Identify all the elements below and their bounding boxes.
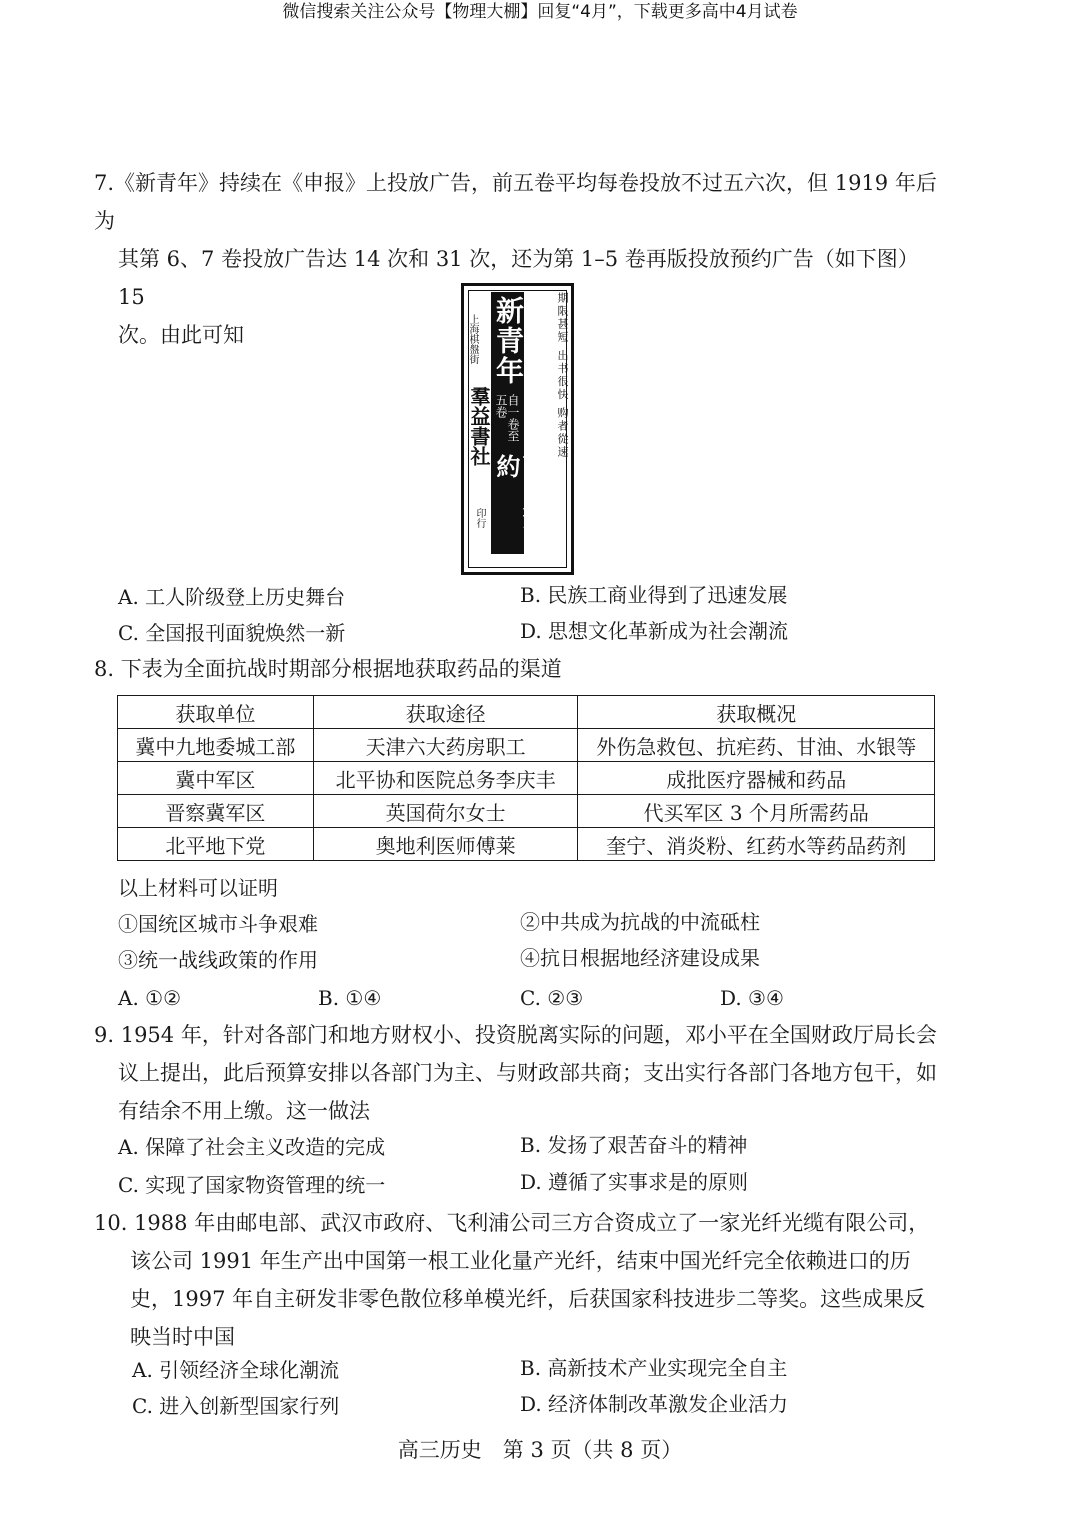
table-header-row bbox=[118, 696, 935, 729]
q7-line-1: 7.《新青年》持续在《申报》上投放广告，前五卷平均每卷投放不过五六次，但 1919 年后为 bbox=[94, 171, 937, 233]
table-row bbox=[118, 795, 935, 828]
q9-option-d[interactable]: D. 遵循了实事求是的原则 bbox=[520, 1170, 749, 1194]
q9-option-b[interactable]: B. 发扬了艰苦奋斗的精神 bbox=[520, 1133, 748, 1157]
q10-option-a[interactable]: A. 引领经济全球化潮流 bbox=[132, 1358, 340, 1382]
table-cell: 天津六大药房职工 bbox=[313, 729, 578, 762]
table-cell: 代买军区 3 个月所需药品 bbox=[578, 795, 935, 828]
q8-option-b[interactable]: B. ①④ bbox=[318, 986, 382, 1010]
q9-line-3: 有结余不用上缴。这一做法 bbox=[118, 1099, 370, 1123]
q9-line-2: 议上提出，此后预算安排以各部门为主、与财政部共商；支出实行各部门各地方包干，如 bbox=[118, 1061, 937, 1085]
newspaper-advertisement bbox=[461, 283, 574, 575]
q7-option-d[interactable]: D. 思想文化革新成为社会潮流 bbox=[520, 619, 789, 643]
question-10 bbox=[94, 1204, 954, 1356]
question-9 bbox=[94, 1016, 944, 1130]
ad-slogan: 期限甚短 出书很快 购者從速 bbox=[556, 292, 569, 459]
q7-option-c[interactable]: C. 全国报刊面貌焕然一新 bbox=[118, 621, 346, 645]
q10-option-d[interactable]: D. 经济体制改革激发企业活力 bbox=[520, 1392, 789, 1416]
q7-line-3: 次。由此可知 bbox=[118, 323, 244, 347]
table-cell: 冀中军区 bbox=[118, 762, 314, 795]
q7-option-a[interactable]: A. 工人阶级登上历史舞台 bbox=[118, 585, 346, 609]
q8-option-d[interactable]: D. ③④ bbox=[720, 986, 784, 1010]
table-cell: 北平协和医院总务李庆丰 bbox=[313, 762, 578, 795]
q10-line-2: 该公司 1991 年生产出中国第一根工业化量产光纤，结束中国光纤完全依赖进口的历 bbox=[130, 1249, 911, 1273]
ad-title: 新青年 bbox=[492, 296, 525, 386]
ad-reserve: 可以预約 bbox=[492, 454, 547, 532]
table-row bbox=[118, 762, 935, 795]
medicine-table bbox=[117, 695, 935, 861]
q8-option-a[interactable]: A. ①② bbox=[118, 986, 182, 1010]
table-cell: 冀中九地委城工部 bbox=[118, 729, 314, 762]
q10-option-b[interactable]: B. 高新技术产业实现完全自主 bbox=[520, 1356, 788, 1380]
q8-item-4: ④抗日根据地经济建设成果 bbox=[520, 946, 760, 970]
ad-title-block bbox=[491, 292, 547, 554]
page-footer: 高三历史 第 3 页（共 8 页） bbox=[397, 1438, 683, 1462]
q7-line-2: 其第 6、7 卷投放广告达 14 次和 31 次，还为第 1–5 卷再版投放预约广告（如下图）15 bbox=[118, 247, 919, 309]
ad-print: 印行 bbox=[474, 508, 485, 528]
table-header: 获取概况 bbox=[578, 696, 935, 729]
q10-line-3: 史，1997 年自主研发非零色散位移单模光纤，后获国家科技进步二等奖。这些成果反 bbox=[130, 1287, 926, 1311]
q8-item-1: ①国统区城市斗争艰难 bbox=[118, 912, 318, 936]
table-header: 获取单位 bbox=[118, 696, 314, 729]
q8-item-2: ②中共成为抗战的中流砥柱 bbox=[520, 910, 760, 934]
ad-publisher: 羣益書社 bbox=[467, 386, 491, 466]
q10-line-4: 映当时中国 bbox=[130, 1325, 235, 1349]
top-banner: 微信搜索关注公众号【物理大棚】回复“4月”，下载更多高中4月试卷 bbox=[282, 2, 798, 22]
table-cell: 成批医疗器械和药品 bbox=[578, 762, 935, 795]
q10-option-c[interactable]: C. 进入创新型国家行列 bbox=[132, 1394, 340, 1418]
table-cell: 奎宁、消炎粉、红药水等药品药剂 bbox=[578, 828, 935, 861]
table-cell: 英国荷尔女士 bbox=[313, 795, 578, 828]
table-cell: 晋察冀军区 bbox=[118, 795, 314, 828]
table-row bbox=[118, 729, 935, 762]
table-row bbox=[118, 828, 935, 861]
table-cell: 北平地下党 bbox=[118, 828, 314, 861]
q9-line-1: 9. 1954 年，针对各部门和地方财权小、投资脱离实际的问题，邓小平在全国财政厅局长会 bbox=[94, 1023, 937, 1047]
q10-line-1: 10. 1988 年由邮电部、武汉市政府、飞利浦公司三方合资成立了一家光纤光缆有限公司， bbox=[94, 1211, 930, 1235]
ad-address: 上海棋盤街 bbox=[467, 314, 478, 364]
q8-item-3: ③统一战线政策的作用 bbox=[118, 948, 318, 972]
q7-option-b[interactable]: B. 民族工商业得到了迅速发展 bbox=[520, 583, 788, 607]
q9-option-a[interactable]: A. 保障了社会主义改造的完成 bbox=[118, 1135, 386, 1159]
q8-option-c[interactable]: C. ②③ bbox=[520, 986, 584, 1010]
table-cell: 奥地利医师傅莱 bbox=[313, 828, 578, 861]
ad-volumes: 自一卷至五卷 bbox=[494, 394, 520, 442]
table-cell: 外伤急救包、抗疟药、甘油、水银等 bbox=[578, 729, 935, 762]
q8-stem: 8. 下表为全面抗战时期部分根据地获取药品的渠道 bbox=[94, 657, 562, 681]
table-header: 获取途径 bbox=[313, 696, 578, 729]
q9-option-c[interactable]: C. 实现了国家物资管理的统一 bbox=[118, 1173, 386, 1197]
q8-prompt: 以上材料可以证明 bbox=[118, 876, 278, 900]
